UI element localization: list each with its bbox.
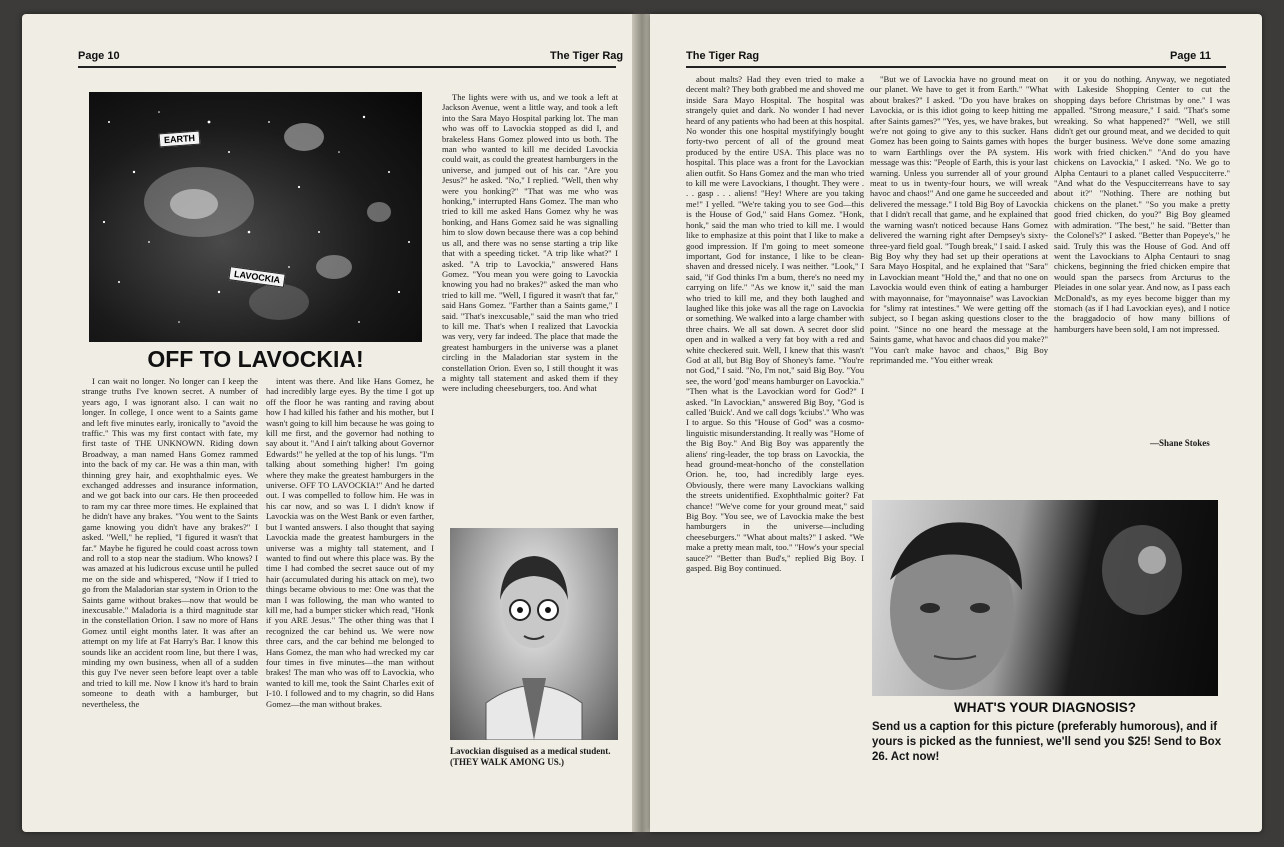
column-text: it or you do nothing. Anyway, we negotiated with Lakeside Shopping Center to cut the shopping days before Christmas by one." I was appalled. "Strong measure," I said. "That's some wreaking. So what happened?" "Well, we still didn't get our ground meat, and we decided to quit the burger business. We've done some amazing work with fried chicken." "And do you have chickens on Lavockia," I asked. "No. We go to Alpha Centauri to a planet called Vespucciterre." "And what do the Vespucciterreans have to say about it?" "Nothing. There are nothing but chickens on the planet." "So you make a pretty good fried chicken, do you?" Big Boy gleamed with admiration. "The best," he said. "Better than the Colonel's?" I asked. "Better than Popeye's," he said. Truly this was the House of God. And off went the Lavockians to Alpha Centauri to snag chickens, beginning the fried chicken empire that would span the parsecs from Arcturus to the Pleiades in one solar year. And now, as I pass each McDonald's, as my eyes become bigger than my stomach (as if I had Lavockian eyes), and I notice the braggadocio of how many billions of hamburgers have been sold, I am not impressed. (1054, 74, 1230, 334)
page-10 (22, 14, 634, 832)
page-number: Page 10 (78, 50, 120, 62)
contest-text: Send us a caption for this picture (preferably humorous), and if yours is picked as the funniest, we'll send you $25! Send to Box 26. Act now! (872, 721, 1222, 763)
binding-gutter (632, 14, 652, 832)
photo-caption: Lavockian disguised as a medical student. (THEY WALK AMONG US.) (450, 746, 611, 767)
column-text: about malts? Had they even tried to make a decent malt? They both grabbed me and shoved me inside Sara Mayo Hospital. The hospital was strangely quiet and dark. No wonder I had never heard of any patients who had been at this hospital. No wonder this one hospital mystifyingly bought forty-two percent of all of the ground meat produced by the entire USA. This place was no hospital. This place was a front for the Lavockian alien outfit. So Hans Gomez and the man who tried to kill me were Lavockians, I thought. They were . . . gasp . . . aliens! "Hey! Where are you taking me!" I yelled. "We're taking you to see God—this is the House of God," said Hans Gomez. "Honk, honk," said the man who tried to kill me. I would like to emphasize at this point that I like to make a good impression. If I'm going to meet someone important, God for instance, I like to be clean-shaven and dressed nicely. I was neither. "Look," I said, "if God thinks I'm a bum, there's no need my carrying on life." "As we know it," said the man who tried to kill me, and they both laughed and laughed like this joke was all the rage on Lavockia or something. We walked into a large chamber with three chairs. We all sat down. A secret door slid open and in walked a very fat boy with a red and white checkered suit. Well, I knew that this wasn't God at all, but Big Boy of Shoney's fame. "You're not God," I said. "No, I'm not," said Big Boy. "You see, the word 'god' means hamburger on Lavockia." "Then what is the Lavockian word for God?" I asked. "In Lavockian," answered Big Boy, "God is called 'Buick'. And we call dogs 'kciubs'." Who was I to argue. So this "House of God" was a cosmo-linguistic misunderstanding. It really was "Home of the Big Boy." And Big Boy was apparently the aliens' ring-leader, the top brass on Lavockia, the head ground-meat-honcho of the constellation Orion. he, too, had incredibly large eyes. Obviously, there were many Lavockians walking the streets unidentified. Exophthalmic goiter? Fat chance! "We've come for your ground meat," said Big Boy. "You see, we of Lavockia make the best hamburgers in the universe—including cheeseburgers." "What about malts?" I asked. "We make a pretty mean malt, too." "How's your special sauce?" "Better than Bud's," replied Big Boy. I gasped. Big Boy continued. (686, 74, 864, 574)
header-rule (78, 66, 616, 68)
article-column-1 (686, 74, 864, 816)
page-number: Page 11 (1170, 50, 1211, 62)
magazine-spread (22, 14, 1262, 832)
lavockia-label: LAVOCKIA (228, 266, 286, 288)
column-text: "But we of Lavockia have no ground meat on our planet. We have to get it from Earth." "What about brakes?" I asked. "Do you have brakes on Lavockia, or is this idiot going to keep hitting me after Saints games?" "Yes, yes, we have brakes, but we're not going to give any to this sucker. Hans Gomez has been going to Saints games with hopes to warn Earthlings over the PA system. His message was this: "People of Earth, this is your last warning. Unless you surrender all of your ground meat to us in twenty-four hours, we will wreak havoc and chaos!" And one game he succeeded and delivered the message." I told Big Boy of Lavockia that I didn't recall that game, and he explained that the warning wasn't noticed because Hans Gomez delivered the warning right after Dempsey's sixty-three-yard field goal. "Tough break," I said. I asked Big Boy why they had set up their operations at Sara Mayo Hospital, and he explained that "Sara" in Lavockian meant "Hold the," and that no one on Lavockia would even think of eating a hamburger with mayonnaise, for "mayonnaise" was Lavockian for "slimy rat intestines." We were getting off the subject, so I began asking questions closer to the point. "Since no one heard the message at the Saints game, what havoc and chaos did you make?" "You can't make havoc and chaos," Big Boy reprimanded me. "You either wreak (870, 74, 1048, 365)
article-headline: OFF TO LAVOCKIA! (147, 346, 364, 372)
byline: —Shane Stokes (1150, 438, 1210, 448)
article-column-1 (82, 376, 258, 816)
column-text: I can wait no longer. No longer can I keep the strange truths I've known secret. A number of years ago, I was ignorant also. I can wait no longer. In college, I once went to a Saints game and left five minutes early, ironically to "avoid the traffic." This was my first contact with fate, my first taste of THE UNKNOWN. Riding down Broadway, a man named Hans Gomez rammed into the back of my car. He was a thin man, with thinning grey hair, and exophthalmic eyes. We exchanged addresses and insurance information, and we got back into our cars. He then proceeded to ram my car three more times. He explained that he didn't have any brakes. "You went to the Saints game knowing you didn't have any brakes?" I asked. "Well," he replied, "I figured it wasn't that far." Maybe he figured he could coast across town and roll to a stop near the stadium. Who knows? I was amazed at his ludicrous excuse until he pulled me on the side and whispered, "Now if I tried to go from the Maladorian star system in Orion to the Saints game without brakes—now that would be inexcusable." Maladoria is a third magnitude star in the constellation Orion. I saw no more of Hans Gomez until eight months later. It was after an attempt on my life at Fat Harry's Bar. I know this sounds like an accident room line, but there I was, minding my own business, when all of a sudden this guy I've never seen before leapt over a table and tried to kill me. Now I know it's hard to brain someone to death with a hamburger, but nevertheless, the (82, 376, 258, 709)
article-column-3 (442, 92, 618, 512)
article-column-3 (1054, 74, 1230, 436)
publication-name: The Tiger Rag (550, 50, 624, 62)
star-field (89, 92, 422, 342)
publication-name: The Tiger Rag (686, 50, 760, 62)
contest-headline: WHAT'S YOUR DIAGNOSIS? (954, 700, 1136, 715)
portrait-illustration (872, 500, 1218, 696)
header-rule (686, 66, 1226, 68)
diagnosis-photo (872, 500, 1218, 696)
nebula-photo (89, 92, 422, 342)
article-column-2 (266, 376, 434, 816)
page-11 (650, 14, 1262, 832)
earth-label: EARTH (159, 131, 201, 148)
figure-illustration (450, 528, 618, 740)
article-column-2 (870, 74, 1048, 494)
medical-student-photo (450, 528, 618, 740)
column-text: intent was there. And like Hans Gomez, he had incredibly large eyes. By the time I got up off the floor he was ranting and raving about how I had killed his father and his mother, but I wasn't going to kill him because he was going to kill me first, and the governor had nothing to say about it. "And I ain't talking about Governor Edwards!" he yelled at the top of his lungs. "I'm talking about something higher! I'm going where they make the greatest hamburgers in the universe. OFF TO LAVOCKIA!" And he darted out. I was compelled to follow him. He was in his car now, and so was I. I didn't know if Lavockia was on the West Bank or even farther, but I wanted answers. I also thought that saying Lavockia made the greatest hamburgers in the universe was a mighty tall statement, and I wanted to find out where this place was. By the time I had combed the secret sauce out of my hair (accumulated during his attack on me), two things became obvious to me: One was that the man I was following, the man who wanted to kill me, had a bumper sticker which read, "Honk if you ARE Jesus." The other thing was that I recognized the car behind us. We were now three cars, and the car behind me belonged to Hans Gomez, the man who had wrecked my car four times in five minutes—the man without brakes! The man who was off to Lavockia, who wanted to kill me, took the Saint Charles exit of I-10. I followed and to my chagrin, so did Hans Gomez—the man without brakes. (266, 376, 434, 709)
column-text: The lights were with us, and we took a left at Jackson Avenue, went a little way, and took a left into the Sara Mayo Hospital parking lot. The man who was off to Lavockia stopped as did I, and brakeless Hans Gomez plowed into us both. The man who wanted to kill me decided Lavockia could wait, as could the greatest hamburgers in the universe, and jumped out of his car. "Are you Jesus?" he asked. "No," I replied. "Well, then why were you honking?" "That was me who was honking," interrupted Hans Gomez. The man who tried to kill me asked Hans Gomez why he was honking, and Hans Gomez said he was signalling him to slow down because there was a cop behind us all, and there was no sense starting a trip like that with a speeding ticket. "A trip like what?" I asked. "A trip to Lavockia," answered Hans Gomez. "You mean you were going to Lavockia knowing you had no brakes?" asked the man who tried to kill me. "Well, I figured it wasn't that far," said Hans Gomez. "Farther than a Saints game," I said. "That's inexcusable," said the man who tried to kill me. That's when I realized that Lavockia was very, very far indeed. The place that made the greatest hamburgers in the universe was a planet circling in the Maladorian star system in the constellation Orion. Even so, I still thought it was a mighty tall statement and asked them if they were including cheeseburgers, too. And what (442, 92, 618, 394)
